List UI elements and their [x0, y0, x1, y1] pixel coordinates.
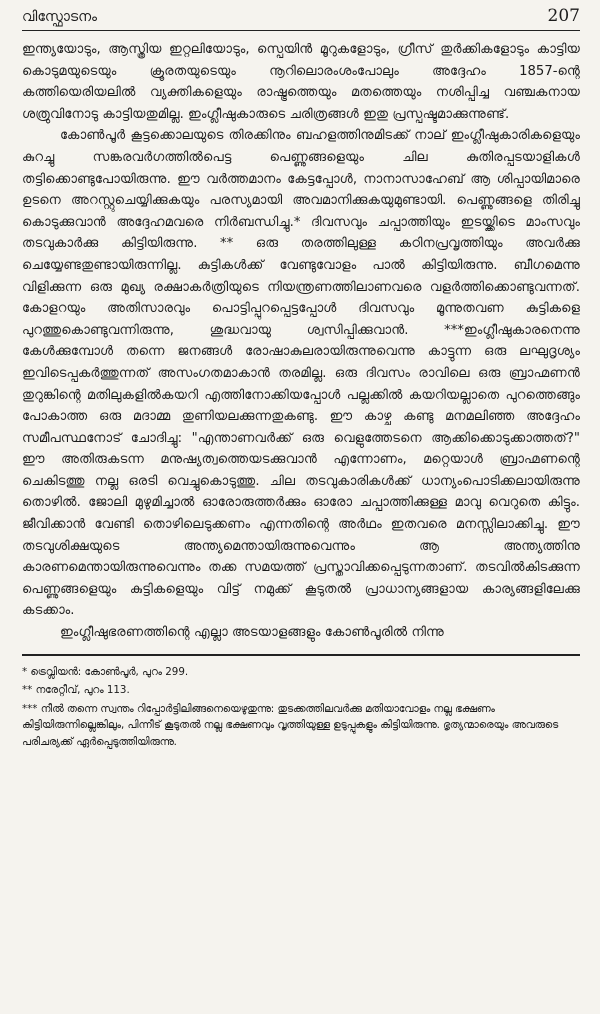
page-header [22, 6, 580, 31]
footnote-divider [22, 654, 580, 656]
footnote: * ട്രെവ്ലിയൻ: കോൺപൂർ, പുറം 299. [22, 665, 189, 678]
footnote: *** നീൽ തന്നെ സ്വന്തം റിപ്പോർട്ടിലിങ്ങനെയെഴുതുന്നു: തുടക്കത്തിലവർക്കു മതിയാവോളം നല്ല ഭക്ഷണം കിട്ടിയിരുന്നില്ലെങ്കിലും, പിന്നീട് കൂടുതൽ നല്ല ഭക്ഷണവും വൃത്തിയുള്ള ഉടുപ്പുകളും കിട്ടിയിരുന്നു. ഭൃത്യന്മാരെയും അവരുടെ പരിചര്യക്ക് ഏർപ്പെടുത്തിയിരുന്നു. [22, 702, 559, 748]
paragraph: ഇംഗ്ലീഷുഭരണത്തിന്റെ എല്ലാ അടയാളങ്ങളും കോൺപൂരിൽ നിന്നു [60, 625, 445, 641]
footnotes [22, 664, 580, 751]
paragraph: കോൺപൂർ കൂട്ടക്കൊലയുടെ തിരക്കിനും ബഹളത്തിനുമിടക്ക് നാല് ഇംഗ്ലീഷുകാരികളെയും കുറച്ചു സങ്കരവർഗത്തിൽപെട്ട പെണ്ണുങ്ങളെയും ചില കുതിരപ്പടയാളികൾ തട്ടിക്കൊണ്ടുപോയിരുന്നു. ഈ വർത്തമാനം കേട്ടപ്പോൾ, നാനാസാഹേബ് ആ ശിപ്പായിമാരെ ഉടനെ അറസ്റ്റുചെയ്യിക്കുകയും പരസ്യമായി അവമാനിക്കുകയുമുണ്ടായി. പെണ്ണുങ്ങളെ തിരിച്ചു കൊടുക്കുവാൻ അദ്ദേഹമവരെ നിർബന്ധിച്ചു.* ദിവസവും ചപ്പാത്തിയും ഇടയ്ക്കിടെ മാംസവും തടവുകാർക്കു കിട്ടിയിരുന്നു. ** ഒരു തരത്തിലുള്ള കഠിനപ്രവൃത്തിയും അവർക്കു ചെയ്യേണ്ടതുണ്ടായിരുന്നില്ല. കുട്ടികൾക്ക് വേണ്ടുവോളം പാൽ കിട്ടിയിരുന്നു. ബീഗമെന്നു വിളിക്കുന്ന ഒരു മുഖ്യ രക്ഷാകർത്രിയുടെ നിയന്ത്രണത്തിലാണവരെ വളർത്തിക്കൊണ്ടുവന്നത്. കോളറയും അതിസാരവും പൊട്ടിപ്പുറപ്പെട്ടപ്പോൾ ദിവസവും മൂന്നുതവണ കുട്ടികളെ പുറത്തുകൊണ്ടുവന്നിരുന്നു, ശുദ്ധവായു ശ്വസിപ്പിക്കുവാൻ. ***ഇംഗ്ലീഷുകാരനെന്നു കേൾക്കുമ്പോൾ തന്നെ ജനങ്ങൾ രോഷാകുലരായിരുന്നുവെന്നു കാട്ടുന്ന ഒരു ലഘുദൃശ്യം ഇവിടെപ്പകർത്തുന്നത് അസംഗതമാകാൻ തരമില്ല. ഒരു ദിവസം രാവിലെ ഒരു ബ്രാഹ്മണൻ തുറുങ്കിന്റെ മതിലുകളിൽകയറി എത്തിനോക്കിയപ്പോൾ പല്ലക്കിൽ കയറിയല്ലാതെ പുറത്തെങ്ങും പോകാത്ത ഒരു മദാമ്മ തുണിയലക്കുന്നതുകണ്ടു. ഈ കാഴ്ച കണ്ടു മനമലിഞ്ഞ അദ്ദേഹം സമീപസ്ഥനോട് ചോദിച്ചു: "എന്താണവർക്ക് ഒരു വെളുത്തേടനെ ആക്കിക്കൊടുക്കാത്തത്?" ഈ അതിരുകടന്ന മനുഷ്യത്വത്തെയടക്കുവാൻ എന്നോണം, മറ്റെയാൾ ബ്രാഹ്മണന്റെ ചെകിടത്തു നല്ല ഒരടി വെച്ചുകൊടുത്തു. ചില തടവുകാരികൾക്ക് ധാന്യംപൊടിക്കലായിരുന്നു തൊഴിൽ. ജോലി മുഴുമിച്ചാൽ ഓരോരുത്തർക്കും ഓരോ ചപ്പാത്തിക്കുള്ള മാവു വെറുതെ കിട്ടും. ജീവിക്കാൻ വേണ്ടി തൊഴിലെടുക്കണം എന്നതിന്റെ അർഥം ഇതവരെ മനസ്സിലാക്കിച്ചു. ഈ തടവുശിക്ഷയുടെ അന്ത്യമെന്തായിരുന്നുവെന്നും ആ അന്ത്യത്തിനു കാരണമെന്തായിരുന്നുവെന്നും തക്ക സമയത്ത് പ്രസ്താവിക്കപ്പെടുന്നതാണ്. തടവിൽകിടക്കുന്ന പെണ്ണുങ്ങളെയും കുട്ടികളെയും വിട്ട് നമുക്ക് കൂടുതൽ പ്രാധാന്യങ്ങളായ കാര്യങ്ങളിലേക്കു കടക്കാം. [22, 128, 580, 619]
body-text [22, 39, 580, 644]
running-title: വിസ്ഫോടനം [22, 9, 97, 25]
paragraph: ഇന്ത്യയോടും, ആസ്ത്രിയ ഇറ്റലിയോടും, സ്പെയിൻ മൂറുകളോടും, ഗ്രീസ് തുർക്കികളോടും കാട്ടിയ കൊടുമയുടെയും ക്രൂരതയുടെയും നൂറിലൊരംശംപോലും അദ്ദേഹം 1857-ന്റെ കത്തിയെരിയലിൽ വ്യക്തികളെയും രാഷ്ട്രത്തെയും മതത്തെയും നശിപ്പിച്ച വഞ്ചകനായ ശത്രുവിനോടു കാട്ടിയതുമില്ല. ഇംഗ്ലീഷുകാരുടെ ചരിത്രങ്ങൾ ഇതു പ്രസ്പഷ്ടമാക്കുന്നുണ്ട്. [22, 42, 580, 122]
page-number: 207 [547, 6, 580, 26]
footnote: ** നരേറ്റീവ്, പുറം 113. [22, 684, 130, 697]
